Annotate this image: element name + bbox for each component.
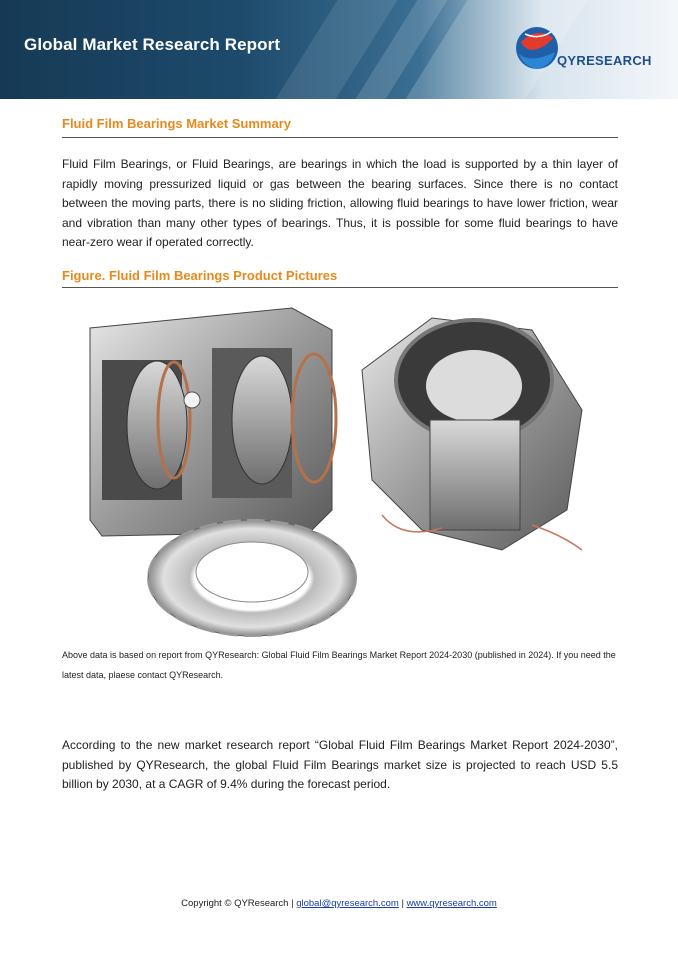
- footer-website-link[interactable]: www.qyresearch.com: [406, 898, 497, 909]
- footer-separator: |: [288, 898, 297, 909]
- logo-text-rest: RESEARCH: [576, 53, 652, 68]
- bearing-illustration: [62, 300, 618, 642]
- figure-source-note: Above data is based on report from QYResearch: Global Fluid Film Bearings Market Report 2024-2030 (published in 2024). If you need the latest data, plaese contact QYResearch.: [62, 650, 616, 680]
- housing-cutaway: [90, 308, 336, 536]
- qyresearch-logo: [515, 22, 655, 80]
- market-paragraph: According to the new market research report “Global Fluid Film Bearings Market Report 2024-2030”, published by QYResearch, the global Fluid Film Bearings market size is projected to reach USD 5.5 billion by 2030, at a CAGR of 9.4% during the forecast period.: [62, 738, 618, 791]
- tilting-pad-bearing: [362, 318, 582, 550]
- logo-text-qy: QY: [557, 53, 577, 68]
- logo-globe-icon: [515, 22, 655, 80]
- logo-text: [557, 53, 652, 68]
- summary-title: Fluid Film Bearings Market Summary: [62, 116, 292, 131]
- thrust-bearing-ring: [148, 520, 356, 636]
- section-divider: [62, 287, 618, 288]
- product-image: [62, 300, 618, 642]
- footer-separator: |: [398, 898, 407, 909]
- header-title: Global Market Research Report: [24, 35, 281, 54]
- summary-paragraph: Fluid Film Bearings, or Fluid Bearings, are bearings in which the load is supported by a thin layer of rapidly moving pressurized liquid or gas between the bearing surfaces. Since there is no contact between the moving parts, there is no sliding friction, allowing fluid bearings to have lower friction, wear and vibration than many other types of bearings. Thus, it is possible for some fluid bearings to have near-zero wear if operated correctly.: [62, 157, 618, 249]
- figure-title: Figure. Fluid Film Bearings Product Pictures: [62, 268, 338, 283]
- section-divider: [62, 137, 618, 138]
- footer: [0, 898, 678, 909]
- footer-copyright: Copyright © QYResearch: [181, 898, 289, 909]
- footer-email-link[interactable]: global@qyresearch.com: [296, 898, 399, 909]
- report-header: [0, 0, 678, 99]
